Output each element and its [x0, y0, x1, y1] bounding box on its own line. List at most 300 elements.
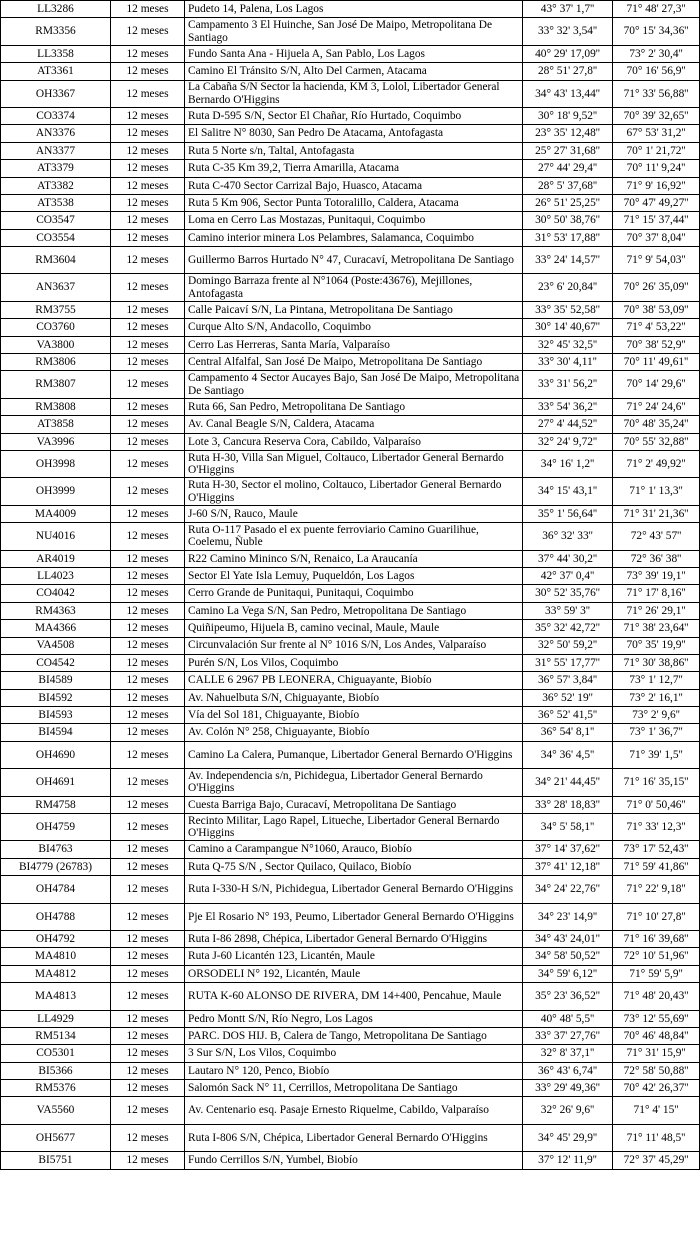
term-cell: 12 meses: [111, 620, 185, 637]
table-row: [1, 80, 700, 107]
longitude-cell: 73° 2' 16,1'': [613, 689, 700, 706]
term-cell: 12 meses: [111, 741, 185, 768]
term-cell: 12 meses: [111, 1, 185, 18]
latitude-cell: 34° 43' 24,01'': [523, 930, 613, 947]
longitude-cell: 71° 16' 35,15'': [613, 769, 700, 796]
latitude-cell: 33° 29' 49,36'': [523, 1080, 613, 1097]
longitude-cell: 70° 38' 52,9'': [613, 336, 700, 353]
table-row: [1, 841, 700, 858]
address-cell: PARC. DOS HIJ. B, Calera de Tango, Metropolitana De Santiago: [185, 1027, 523, 1044]
longitude-cell: 70° 15' 34,36'': [613, 18, 700, 45]
latitude-cell: 31° 53' 17,88'': [523, 229, 613, 246]
site-code-cell: CO4542: [1, 654, 111, 671]
site-code-cell: VA3800: [1, 336, 111, 353]
address-cell: Ruta 5 Km 906, Sector Punta Totoralillo, Caldera, Atacama: [185, 194, 523, 211]
latitude-cell: 36° 52' 19'': [523, 689, 613, 706]
term-cell: 12 meses: [111, 930, 185, 947]
table-row: [1, 948, 700, 965]
latitude-cell: 27° 4' 44,52'': [523, 416, 613, 433]
site-code-cell: LL3358: [1, 45, 111, 62]
table-row: [1, 1010, 700, 1027]
table-row: [1, 550, 700, 567]
address-cell: Purén S/N, Los Vilos, Coquimbo: [185, 654, 523, 671]
site-code-cell: LL3286: [1, 1, 111, 18]
latitude-cell: 40° 48' 5,5'': [523, 1010, 613, 1027]
latitude-cell: 33° 59' 3'': [523, 602, 613, 619]
longitude-cell: 71° 11' 48,5'': [613, 1124, 700, 1151]
table-row: [1, 602, 700, 619]
longitude-cell: 73° 39' 19,1'': [613, 567, 700, 584]
longitude-cell: 71° 0' 50,46'': [613, 796, 700, 813]
term-cell: 12 meses: [111, 319, 185, 336]
address-cell: Camino a Carampangue N°1060, Arauco, Biobío: [185, 841, 523, 858]
term-cell: 12 meses: [111, 433, 185, 450]
latitude-cell: 37° 41' 12,18'': [523, 858, 613, 875]
site-code-cell: AT3538: [1, 194, 111, 211]
term-cell: 12 meses: [111, 1010, 185, 1027]
site-code-cell: BI4592: [1, 689, 111, 706]
address-cell: Camino La Calera, Pumanque, Libertador General Bernardo O'Higgins: [185, 741, 523, 768]
term-cell: 12 meses: [111, 371, 185, 398]
table-row: [1, 319, 700, 336]
latitude-cell: 34° 5' 58,1'': [523, 814, 613, 841]
table-row: [1, 672, 700, 689]
site-code-cell: RM5376: [1, 1080, 111, 1097]
longitude-cell: 70° 48' 35,24'': [613, 416, 700, 433]
address-cell: Ruta 66, San Pedro, Metropolitana De Santiago: [185, 398, 523, 415]
table-row: [1, 930, 700, 947]
latitude-cell: 34° 36' 4,5'': [523, 741, 613, 768]
table-row: [1, 1097, 700, 1124]
longitude-cell: 70° 42' 26,37'': [613, 1080, 700, 1097]
longitude-cell: 71° 59' 41,86'': [613, 858, 700, 875]
longitude-cell: 73° 12' 55,69'': [613, 1010, 700, 1027]
table-row: [1, 194, 700, 211]
site-code-cell: BI4763: [1, 841, 111, 858]
address-cell: Sector El Yate Isla Lemuy, Puqueldón, Los Lagos: [185, 567, 523, 584]
longitude-cell: 73° 2' 9,6'': [613, 707, 700, 724]
longitude-cell: 71° 26' 29,1'': [613, 602, 700, 619]
term-cell: 12 meses: [111, 450, 185, 477]
site-code-cell: OH3367: [1, 80, 111, 107]
latitude-cell: 30° 18' 9,52'': [523, 107, 613, 124]
term-cell: 12 meses: [111, 416, 185, 433]
latitude-cell: 25° 27' 31,68'': [523, 142, 613, 159]
latitude-cell: 34° 58' 50,52'': [523, 948, 613, 965]
table-row: [1, 229, 700, 246]
site-code-cell: MA4812: [1, 965, 111, 982]
address-cell: ORSODELI N° 192, Licantén, Maule: [185, 965, 523, 982]
address-cell: Domingo Barraza frente al N°1064 (Poste:43676), Mejillones, Antofagasta: [185, 274, 523, 301]
address-cell: Ruta H-30, Villa San Miguel, Coltauco, Libertador General Bernardo O'Higgins: [185, 450, 523, 477]
site-code-cell: RM3356: [1, 18, 111, 45]
longitude-cell: 73° 1' 12,7'': [613, 672, 700, 689]
latitude-cell: 36° 32' 33'': [523, 523, 613, 550]
longitude-cell: 71° 9' 16,92'': [613, 177, 700, 194]
longitude-cell: 72° 36' 38'': [613, 550, 700, 567]
table-row: [1, 371, 700, 398]
table-row: [1, 247, 700, 274]
site-code-cell: NU4016: [1, 523, 111, 550]
longitude-cell: 71° 33' 56,88'': [613, 80, 700, 107]
longitude-cell: 71° 22' 9,18'': [613, 876, 700, 903]
table-row: [1, 769, 700, 796]
table-row: [1, 354, 700, 371]
site-code-cell: AN3376: [1, 125, 111, 142]
latitude-cell: 33° 28' 18,83'': [523, 796, 613, 813]
site-code-cell: OH4690: [1, 741, 111, 768]
table-row: [1, 585, 700, 602]
address-cell: Cuesta Barriga Bajo, Curacaví, Metropolitana De Santiago: [185, 796, 523, 813]
term-cell: 12 meses: [111, 724, 185, 741]
site-code-cell: LL4023: [1, 567, 111, 584]
latitude-cell: 33° 54' 36,2'': [523, 398, 613, 415]
latitude-cell: 28° 5' 37,68'': [523, 177, 613, 194]
table-row: [1, 45, 700, 62]
address-cell: Guillermo Barros Hurtado N° 47, Curacaví, Metropolitana De Santiago: [185, 247, 523, 274]
longitude-cell: 71° 30' 38,86'': [613, 654, 700, 671]
site-code-cell: MA4366: [1, 620, 111, 637]
address-cell: Ruta C-35 Km 39,2, Tierra Amarilla, Atacama: [185, 160, 523, 177]
site-code-cell: BI4594: [1, 724, 111, 741]
longitude-cell: 71° 38' 23,64'': [613, 620, 700, 637]
longitude-cell: 71° 9' 54,03'': [613, 247, 700, 274]
latitude-cell: 36° 52' 41,5'': [523, 707, 613, 724]
table-row: [1, 724, 700, 741]
site-code-cell: VA4508: [1, 637, 111, 654]
site-code-cell: AT3361: [1, 63, 111, 80]
term-cell: 12 meses: [111, 45, 185, 62]
longitude-cell: 70° 1' 21,72'': [613, 142, 700, 159]
site-code-cell: RM4363: [1, 602, 111, 619]
term-cell: 12 meses: [111, 637, 185, 654]
address-cell: Quiñipeumo, Hijuela B, camino vecinal, Maule, Maule: [185, 620, 523, 637]
address-cell: 3 Sur S/N, Los Vilos, Coquimbo: [185, 1045, 523, 1062]
site-code-cell: CO4042: [1, 585, 111, 602]
table-row: [1, 433, 700, 450]
site-code-cell: OH3998: [1, 450, 111, 477]
latitude-cell: 35° 1' 56,64'': [523, 505, 613, 522]
latitude-cell: 30° 14' 40,67'': [523, 319, 613, 336]
address-cell: Campamento 4 Sector Aucayes Bajo, San José De Maipo, Metropolitana De Santiago: [185, 371, 523, 398]
table-row: [1, 707, 700, 724]
term-cell: 12 meses: [111, 814, 185, 841]
term-cell: 12 meses: [111, 301, 185, 318]
address-cell: Central Alfalfal, San José De Maipo, Metropolitana De Santiago: [185, 354, 523, 371]
site-code-cell: OH4788: [1, 903, 111, 930]
address-cell: Fundo Cerrillos S/N, Yumbel, Biobío: [185, 1152, 523, 1169]
latitude-cell: 34° 45' 29,9'': [523, 1124, 613, 1151]
table-row: [1, 858, 700, 875]
term-cell: 12 meses: [111, 212, 185, 229]
address-cell: Ruta O-117 Pasado el ex puente ferroviario Camino Guarilihue, Coelemu, Ñuble: [185, 523, 523, 550]
table-row: [1, 1, 700, 18]
term-cell: 12 meses: [111, 80, 185, 107]
address-cell: Ruta D-595 S/N, Sector El Chañar, Río Hurtado, Coquimbo: [185, 107, 523, 124]
term-cell: 12 meses: [111, 948, 185, 965]
term-cell: 12 meses: [111, 1027, 185, 1044]
longitude-cell: 72° 43' 57'': [613, 523, 700, 550]
site-code-cell: MA4009: [1, 505, 111, 522]
address-cell: Pedro Montt S/N, Río Negro, Los Lagos: [185, 1010, 523, 1027]
latitude-cell: 36° 57' 3,84'': [523, 672, 613, 689]
address-cell: Av. Centenario esq. Pasaje Ernesto Riquelme, Cabildo, Valparaíso: [185, 1097, 523, 1124]
address-cell: Lote 3, Cancura Reserva Cora, Cabildo, Valparaíso: [185, 433, 523, 450]
term-cell: 12 meses: [111, 1097, 185, 1124]
term-cell: 12 meses: [111, 876, 185, 903]
table-row: [1, 18, 700, 45]
latitude-cell: 34° 23' 14,9'': [523, 903, 613, 930]
latitude-cell: 23° 6' 20,84'': [523, 274, 613, 301]
table-row: [1, 1062, 700, 1079]
address-cell: La Cabaña S/N Sector la hacienda, KM 3, Lolol, Libertador General Bernardo O'Higgins: [185, 80, 523, 107]
table-row: [1, 523, 700, 550]
site-code-cell: CO3760: [1, 319, 111, 336]
address-cell: Ruta I-330-H S/N, Pichidegua, Libertador General Bernardo O'Higgins: [185, 876, 523, 903]
term-cell: 12 meses: [111, 160, 185, 177]
term-cell: 12 meses: [111, 142, 185, 159]
longitude-cell: 71° 2' 49,92'': [613, 450, 700, 477]
table-row: [1, 1045, 700, 1062]
latitude-cell: 43° 37' 1,7'': [523, 1, 613, 18]
table-row: [1, 398, 700, 415]
latitude-cell: 35° 32' 42,72'': [523, 620, 613, 637]
term-cell: 12 meses: [111, 965, 185, 982]
term-cell: 12 meses: [111, 107, 185, 124]
address-cell: Circunvalación Sur frente al N° 1016 S/N, Los Andes, Valparaíso: [185, 637, 523, 654]
address-cell: Ruta I-86 2898, Chépica, Libertador General Bernardo O'Higgins: [185, 930, 523, 947]
latitude-cell: 37° 44' 30,2'': [523, 550, 613, 567]
site-code-cell: CO3547: [1, 212, 111, 229]
latitude-cell: 30° 52' 35,76'': [523, 585, 613, 602]
longitude-cell: 71° 16' 39,68'': [613, 930, 700, 947]
address-cell: Campamento 3 El Huinche, San José De Maipo, Metropolitana De Santiago: [185, 18, 523, 45]
table-row: [1, 274, 700, 301]
longitude-cell: 71° 31' 15,9'': [613, 1045, 700, 1062]
site-code-cell: OH5677: [1, 1124, 111, 1151]
address-cell: Lautaro N° 120, Penco, Biobío: [185, 1062, 523, 1079]
term-cell: 12 meses: [111, 63, 185, 80]
latitude-cell: 30° 50' 38,76'': [523, 212, 613, 229]
address-cell: Ruta Q-75 S/N , Sector Quilaco, Quilaco, Biobío: [185, 858, 523, 875]
term-cell: 12 meses: [111, 18, 185, 45]
site-code-cell: BI4593: [1, 707, 111, 724]
term-cell: 12 meses: [111, 672, 185, 689]
address-cell: Calle Paicaví S/N, La Pintana, Metropolitana De Santiago: [185, 301, 523, 318]
term-cell: 12 meses: [111, 689, 185, 706]
site-code-cell: MA4813: [1, 983, 111, 1010]
longitude-cell: 71° 24' 24,6'': [613, 398, 700, 415]
address-cell: Cerro Las Herreras, Santa María, Valparaíso: [185, 336, 523, 353]
table-row: [1, 416, 700, 433]
table-row: [1, 107, 700, 124]
address-cell: Vía del Sol 181, Chiguayante, Biobío: [185, 707, 523, 724]
term-cell: 12 meses: [111, 274, 185, 301]
term-cell: 12 meses: [111, 602, 185, 619]
address-cell: Ruta I-806 S/N, Chépica, Libertador General Bernardo O'Higgins: [185, 1124, 523, 1151]
address-cell: Camino El Tránsito S/N, Alto Del Carmen, Atacama: [185, 63, 523, 80]
latitude-cell: 34° 21' 44,45'': [523, 769, 613, 796]
address-cell: El Salitre N° 8030, San Pedro De Atacama, Antofagasta: [185, 125, 523, 142]
longitude-cell: 70° 39' 32,65'': [613, 107, 700, 124]
table-row: [1, 450, 700, 477]
longitude-cell: 71° 48' 27,3'': [613, 1, 700, 18]
latitude-cell: 32° 45' 32,5'': [523, 336, 613, 353]
term-cell: 12 meses: [111, 229, 185, 246]
table-row: [1, 1152, 700, 1169]
term-cell: 12 meses: [111, 125, 185, 142]
term-cell: 12 meses: [111, 769, 185, 796]
site-code-cell: AT3379: [1, 160, 111, 177]
longitude-cell: 70° 47' 49,27'': [613, 194, 700, 211]
longitude-cell: 71° 39' 1,5'': [613, 741, 700, 768]
term-cell: 12 meses: [111, 654, 185, 671]
site-code-cell: RM3807: [1, 371, 111, 398]
site-code-cell: AR4019: [1, 550, 111, 567]
term-cell: 12 meses: [111, 354, 185, 371]
latitude-cell: 33° 31' 56,2'': [523, 371, 613, 398]
table-row: [1, 336, 700, 353]
table-row: [1, 478, 700, 505]
latitude-cell: 27° 44' 29,4'': [523, 160, 613, 177]
longitude-cell: 71° 33' 12,3'': [613, 814, 700, 841]
longitude-cell: 70° 55' 32,88'': [613, 433, 700, 450]
address-cell: CALLE 6 2967 PB LEONERA, Chiguayante, Biobío: [185, 672, 523, 689]
table-row: [1, 903, 700, 930]
longitude-cell: 70° 11' 9,24'': [613, 160, 700, 177]
table-row: [1, 212, 700, 229]
address-cell: Pje El Rosario N° 193, Peumo, Libertador General Bernardo O'Higgins: [185, 903, 523, 930]
table-row: [1, 567, 700, 584]
table-row: [1, 177, 700, 194]
table-row: [1, 741, 700, 768]
term-cell: 12 meses: [111, 1080, 185, 1097]
term-cell: 12 meses: [111, 841, 185, 858]
site-code-cell: OH4792: [1, 930, 111, 947]
longitude-cell: 71° 15' 37,44'': [613, 212, 700, 229]
table-row: [1, 63, 700, 80]
site-code-cell: RM3604: [1, 247, 111, 274]
address-cell: Av. Nahuelbuta S/N, Chiguayante, Biobío: [185, 689, 523, 706]
latitude-cell: 34° 15' 43,1'': [523, 478, 613, 505]
latitude-cell: 33° 35' 52,58'': [523, 301, 613, 318]
site-code-cell: CO3374: [1, 107, 111, 124]
table-row: [1, 1080, 700, 1097]
term-cell: 12 meses: [111, 1152, 185, 1169]
site-code-cell: OH3999: [1, 478, 111, 505]
term-cell: 12 meses: [111, 858, 185, 875]
term-cell: 12 meses: [111, 567, 185, 584]
longitude-cell: 72° 10' 51,96'': [613, 948, 700, 965]
latitude-cell: 40° 29' 17,09'': [523, 45, 613, 62]
address-cell: Av. Colón N° 258, Chiguayante, Biobío: [185, 724, 523, 741]
term-cell: 12 meses: [111, 585, 185, 602]
latitude-cell: 36° 43' 6,74'': [523, 1062, 613, 1079]
address-cell: Recinto Militar, Lago Rapel, Litueche, Libertador General Bernardo O'Higgins: [185, 814, 523, 841]
site-code-cell: LL4929: [1, 1010, 111, 1027]
site-code-cell: BI4589: [1, 672, 111, 689]
site-code-cell: CO3554: [1, 229, 111, 246]
address-cell: Salomón Sack N° 11, Cerrillos, Metropolitana De Santiago: [185, 1080, 523, 1097]
longitude-cell: 72° 37' 45,29'': [613, 1152, 700, 1169]
address-cell: Loma en Cerro Las Mostazas, Punitaqui, Coquimbo: [185, 212, 523, 229]
table-row: [1, 1027, 700, 1044]
latitude-cell: 28° 51' 27,8'': [523, 63, 613, 80]
address-cell: Camino interior minera Los Pelambres, Salamanca, Coquimbo: [185, 229, 523, 246]
longitude-cell: 71° 10' 27,8'': [613, 903, 700, 930]
latitude-cell: 32° 50' 59,2'': [523, 637, 613, 654]
longitude-cell: 70° 37' 8,04'': [613, 229, 700, 246]
site-code-cell: AN3377: [1, 142, 111, 159]
term-cell: 12 meses: [111, 398, 185, 415]
address-cell: Curque Alto S/N, Andacollo, Coquimbo: [185, 319, 523, 336]
longitude-cell: 71° 31' 21,36'': [613, 505, 700, 522]
address-cell: J-60 S/N, Rauco, Maule: [185, 505, 523, 522]
longitude-cell: 71° 4' 15'': [613, 1097, 700, 1124]
table-row: [1, 1124, 700, 1151]
table-row: [1, 965, 700, 982]
term-cell: 12 meses: [111, 983, 185, 1010]
address-cell: Ruta J-60 Licantén 123, Licantén, Maule: [185, 948, 523, 965]
table-row: [1, 689, 700, 706]
address-cell: Camino La Vega S/N, San Pedro, Metropolitana De Santiago: [185, 602, 523, 619]
address-cell: R22 Camino Mininco S/N, Renaico, La Araucanía: [185, 550, 523, 567]
site-code-cell: RM3806: [1, 354, 111, 371]
longitude-cell: 70° 35' 19,9'': [613, 637, 700, 654]
term-cell: 12 meses: [111, 707, 185, 724]
address-cell: Ruta C-470 Sector Carrizal Bajo, Huasco, Atacama: [185, 177, 523, 194]
latitude-cell: 35° 23' 36,52'': [523, 983, 613, 1010]
latitude-cell: 31° 55' 17,77'': [523, 654, 613, 671]
latitude-cell: 34° 59' 6,12'': [523, 965, 613, 982]
longitude-cell: 70° 14' 29,6'': [613, 371, 700, 398]
latitude-cell: 42° 37' 0,4'': [523, 567, 613, 584]
site-code-cell: BI5751: [1, 1152, 111, 1169]
term-cell: 12 meses: [111, 1045, 185, 1062]
longitude-cell: 70° 38' 53,09'': [613, 301, 700, 318]
latitude-cell: 32° 24' 9,72'': [523, 433, 613, 450]
longitude-cell: 71° 1' 13,3'': [613, 478, 700, 505]
table-row: [1, 654, 700, 671]
term-cell: 12 meses: [111, 523, 185, 550]
term-cell: 12 meses: [111, 550, 185, 567]
table-row: [1, 301, 700, 318]
address-cell: Ruta H-30, Sector el molino, Coltauco, Libertador General Bernardo O'Higgins: [185, 478, 523, 505]
term-cell: 12 meses: [111, 478, 185, 505]
address-cell: RUTA K-60 ALONSO DE RIVERA, DM 14+400, Pencahue, Maule: [185, 983, 523, 1010]
longitude-cell: 71° 17' 8,16'': [613, 585, 700, 602]
term-cell: 12 meses: [111, 336, 185, 353]
latitude-cell: 32° 26' 9,6'': [523, 1097, 613, 1124]
address-cell: Fundo Santa Ana - Hijuela A, San Pablo, Los Lagos: [185, 45, 523, 62]
site-code-cell: CO5301: [1, 1045, 111, 1062]
longitude-cell: 71° 48' 20,43'': [613, 983, 700, 1010]
longitude-cell: 71° 4' 53,22'': [613, 319, 700, 336]
table-row: [1, 620, 700, 637]
longitude-cell: 70° 26' 35,09'': [613, 274, 700, 301]
longitude-cell: 67° 53' 31,2'': [613, 125, 700, 142]
latitude-cell: 36° 54' 8,1'': [523, 724, 613, 741]
site-code-cell: AN3637: [1, 274, 111, 301]
table-row: [1, 160, 700, 177]
longitude-cell: 71° 59' 5,9'': [613, 965, 700, 982]
site-code-cell: BI4779 (26783): [1, 858, 111, 875]
site-code-cell: BI5366: [1, 1062, 111, 1079]
address-cell: Av. Canal Beagle S/N, Caldera, Atacama: [185, 416, 523, 433]
table-row: [1, 814, 700, 841]
address-cell: Pudeto 14, Palena, Los Lagos: [185, 1, 523, 18]
site-code-cell: RM3808: [1, 398, 111, 415]
